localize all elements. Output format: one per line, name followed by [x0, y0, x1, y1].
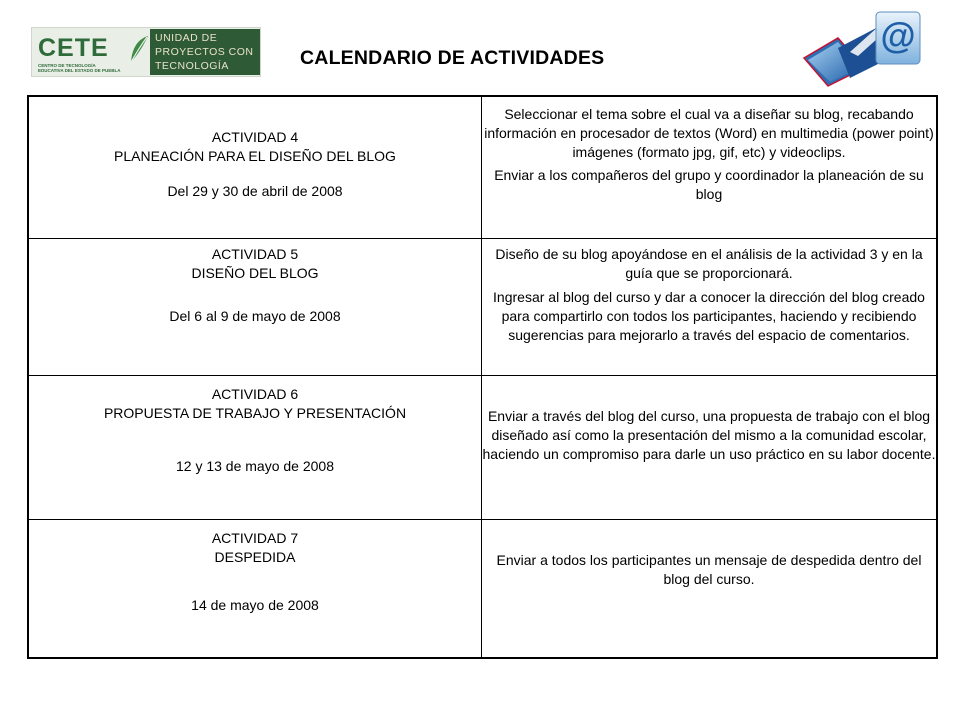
activity-row [28, 238, 937, 375]
activity-description-cell [482, 375, 938, 519]
activity-description-cell [482, 96, 938, 238]
activity-info-cell [28, 375, 482, 519]
activity-row [28, 96, 937, 238]
activity-name: DISEÑO DEL BLOG [191, 264, 319, 281]
activity-number: ACTIVIDAD 5 [211, 245, 299, 262]
activity-dates: 12 y 13 de mayo de 2008 [175, 457, 334, 474]
activity-number: ACTIVIDAD 4 [211, 129, 299, 145]
activity-description-cell [482, 519, 938, 658]
activity-dates: Del 6 al 9 de mayo de 2008 [169, 307, 341, 324]
activity-info-cell [28, 238, 482, 375]
cete-logo-mark [36, 32, 148, 72]
activity-row [28, 375, 937, 519]
unit-logo-text: UNIDAD DE PROYECTOS CON TECNOLOGÍA [150, 29, 260, 75]
page-title: CALENDARIO DE ACTIVIDADES [300, 47, 605, 69]
activity-description: Ingresar al blog del curso y dar a conocer la dirección del blog creado para compartirlo con todos los participantes, haciendo y recibiendo sugerencias para mejorarlo a través del espacio de comentarios. [493, 288, 925, 343]
email-at-icon [798, 8, 926, 88]
activity-name: PROPUESTA DE TRABAJO Y PRESENTACIÓN [103, 404, 407, 421]
activity-description: Enviar a todos los participantes un mensaje de despedida dentro del blog del curso. [496, 551, 922, 587]
activity-number: ACTIVIDAD 6 [211, 385, 299, 402]
activity-info-cell [28, 519, 482, 658]
activity-dates: Del 29 y 30 de abril de 2008 [167, 183, 343, 199]
activity-dates: 14 de mayo de 2008 [191, 596, 319, 613]
cete-logo-word: CETE [38, 34, 109, 62]
activity-name: DESPEDIDA [214, 548, 296, 565]
cete-logo [31, 27, 261, 77]
cete-logo-subtitle: CENTRO DE TECNOLOGÍA EDUCATIVA DEL ESTADO DE PUEBLA [38, 63, 121, 73]
activity-info-cell [28, 96, 482, 238]
leaf-icon [128, 34, 150, 64]
activity-description-cell [482, 238, 938, 375]
activity-number: ACTIVIDAD 7 [211, 529, 299, 546]
activity-name: PLANEACIÓN PARA EL DISEÑO DEL BLOG [114, 148, 396, 164]
activity-row [28, 519, 937, 658]
activity-description: Diseño de su blog apoyándose en el análisis de la actividad 3 y en la guía que se proporcionará. [495, 245, 923, 281]
svg-text:@: @ [880, 15, 916, 56]
activity-description: Seleccionar el tema sobre el cual va a diseñar su blog, recabando información en procesador de textos (Word) en multimedia (power point) imágenes (formato jpg, gif, etc) y videoclips. [484, 106, 934, 160]
activities-table [27, 95, 938, 659]
activity-description: Enviar a través del blog del curso, una propuesta de trabajo con el blog diseñado así como la presentación del mismo a la comunidad escolar, haciendo un compromiso para darle un uso práctico en su labor docente. [482, 407, 936, 462]
activity-description: Enviar a los compañeros del grupo y coordinador la planeación de su blog [494, 167, 924, 202]
page-header [0, 0, 960, 95]
